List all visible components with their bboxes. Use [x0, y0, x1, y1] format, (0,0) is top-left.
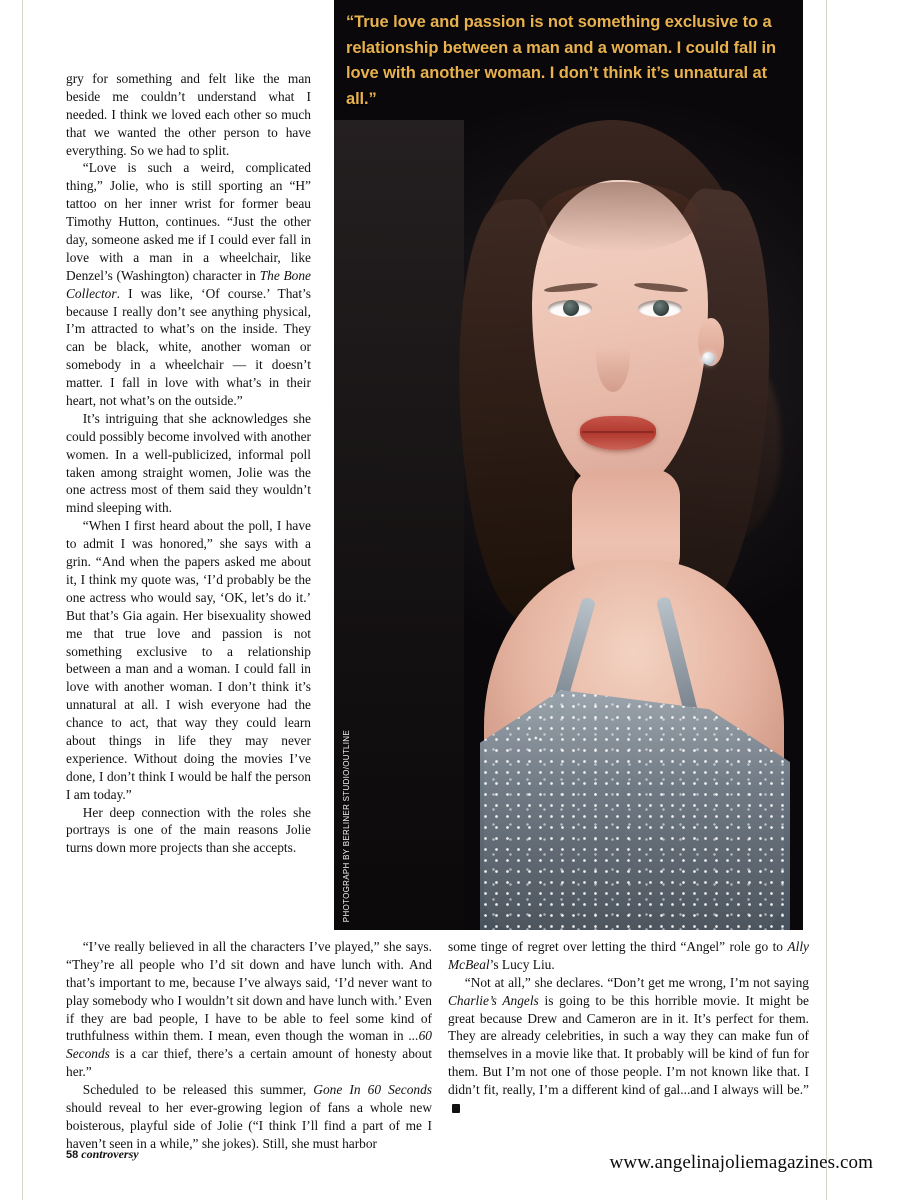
forehead-shading [540, 182, 700, 252]
paragraph: “Love is such a weird, complicated thing,” Jolie, who is still sporting an “H” tattoo on her inner wrist for former beau Timothy Hutton, continues. “Just the other day, someone asked me if I could ever fall in love with a man in a wheelchair, like Denzel’s (Washington) character in The Bone Collector. I was like, ‘Of course.’ That’s because I really don’t see anything physical, I’m attracted to what’s on the inside. They can be black, white, another woman or somebody in a wheelchair — it doesn’t matter. I fall in love with what’s in their heart, not what’s on the outside.” [66, 160, 311, 409]
paragraph: It’s intriguing that she acknowledges she could possibly become involved with another women. In a well-publicized, informal poll taken among straight women, Jolie was the one actress most of them said they wouldn’t mind sleeping with. [66, 410, 311, 516]
page-number: 58 [66, 1149, 79, 1161]
iris-right [653, 300, 669, 316]
pull-quote: “True love and passion is not something exclusive to a relationship between a man and a woman. I could fall in love with another woman. I don’t think it’s unnatural at all.” [346, 13, 776, 108]
paragraph: “I’ve really believed in all the characters I’ve played,” she says. “They’re all people who I’d sit down and have lunch with. And that’s important to me, because I’ve always said, ‘I’d never want to play somebody who I wouldn’t sit down and have lunch with.’ Even if they are bad people, I have to be able to feel some kind of truthfulness within them. I mean, even though the woman in ...60 Seconds is a car thief, there’s a certain amount of honesty about her.” [66, 939, 432, 1080]
article-column-right-lower [448, 938, 809, 1117]
nose [596, 318, 630, 392]
paragraph: Scheduled to be released this summer, Gone In 60 Seconds should reveal to her ever-growing legion of fans a whole new boisterous, playful side of Jolie (“I think I’ll find a part of me I haven’t seen in a while,” she jokes). Still, she must harbor [66, 1082, 432, 1151]
portrait-photo [334, 0, 803, 930]
paragraph: “Not at all,” she declares. “Don’t get me wrong, I’m not saying Charlie’s Angels is going to be this horrible movie. It might be great because Drew and Cameron are in it. It’s perfect for them. They are already celebrities, in such a way they can make fun of themselves in a movie like that. It probably will be kind of fun for them. But I’m not one of those people. I’m not known like that. I didn’t fit, really, I’m a different kind of gal...and I always will be.” [448, 974, 809, 1117]
lip-line [582, 431, 654, 433]
folio [66, 1147, 139, 1162]
lips [580, 416, 656, 450]
article-column-left [66, 70, 311, 857]
paragraph: some tinge of regret over letting the third “Angel” role go to Ally McBeal’s Lucy Liu. [448, 939, 809, 972]
paragraph: gry for something and felt like the man beside me couldn’t understand what I needed. I think we loved each other so much that we wanted the other person to have everything. So we had to split. [66, 71, 311, 158]
paragraph: Her deep connection with the roles she portrays is one of the main reasons Jolie turns down more projects than she accepts. [66, 804, 311, 856]
paragraph: “When I first heard about the poll, I have to admit I was honored,” she says with a grin. “And when the papers asked me about it, I think my quote was, ‘I’d probably be the one actress who would say, ‘OK, let’s do it.’ But that’s Gia again. Her bisexuality showed me that true love and passion is not something exclusive to a relationship between a man and a woman. I could fall in love with another woman. I don’t think it’s unnatural at all. I wish everyone had the chance to act, that way they could learn about things in life they may never experience. Without doing the movies I’ve done, I don’t think I would be half the person I am today.” [66, 518, 311, 802]
photo-block [334, 0, 803, 930]
watermark-url: www.angelinajoliemagazines.com [609, 1152, 873, 1173]
page-edge-rule-left [22, 0, 23, 1200]
photo-background-wall [334, 120, 464, 930]
iris-left [563, 300, 579, 316]
earring [702, 352, 715, 365]
page-edge-rule-right [826, 0, 827, 1200]
article-column-left-lower [66, 938, 432, 1153]
end-of-article-mark [452, 1104, 460, 1113]
photo-credit: PHOTOGRAPH BY BERLINER STUDIO/OUTLINE [342, 729, 351, 922]
magazine-name: controversy [81, 1147, 139, 1161]
